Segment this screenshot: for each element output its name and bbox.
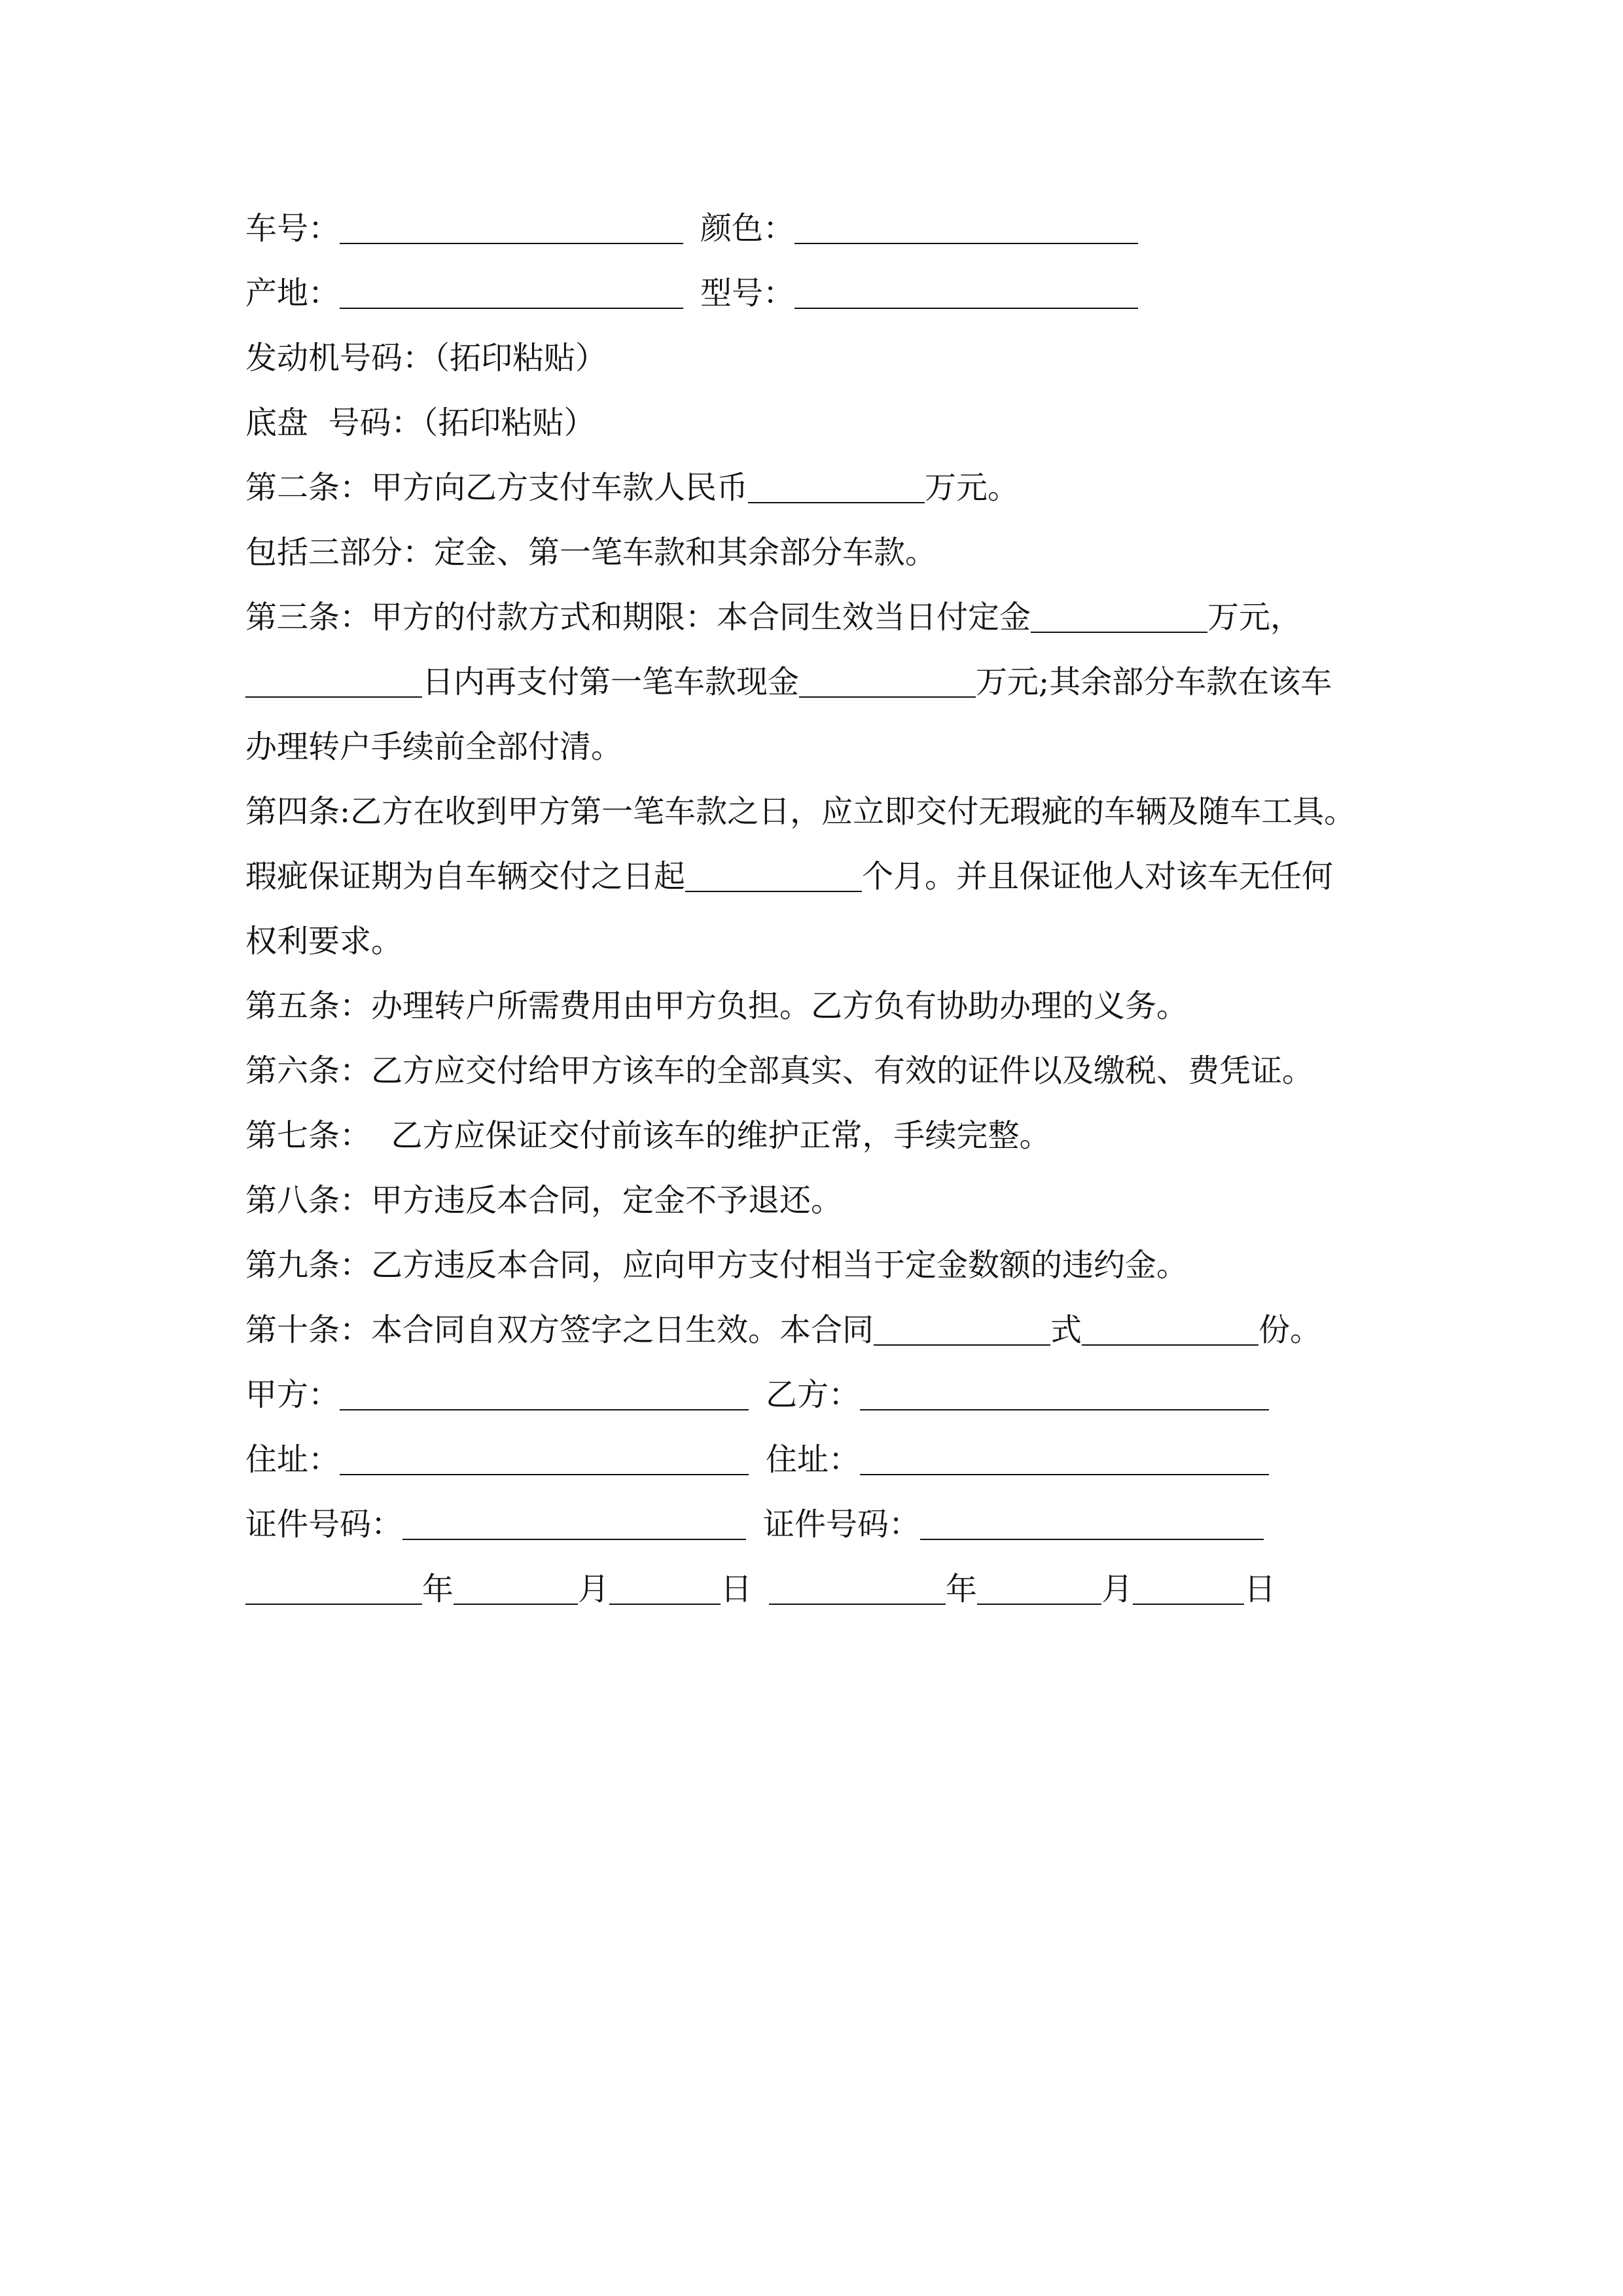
article-4-line-3	[245, 909, 1397, 974]
date-a-year-blank[interactable]	[245, 1564, 422, 1605]
date-a-day-blank[interactable]	[609, 1564, 721, 1605]
total-price-blank[interactable]	[748, 463, 925, 503]
vehicle-plate-color-line	[245, 196, 1397, 261]
deposit-blank[interactable]	[1031, 592, 1207, 633]
date-b-month: 月	[1101, 1571, 1133, 1607]
article-3-rest: 万元;其余部分车款在该车	[976, 664, 1332, 700]
first-payment-blank[interactable]	[799, 657, 976, 698]
article-6-text: 第六条：乙方应交付给甲方该车的全部真实、有效的证件以及缴税、费凭证。	[245, 1052, 1314, 1089]
address-b-blank[interactable]	[860, 1435, 1269, 1475]
date-b-day-blank[interactable]	[1133, 1564, 1244, 1605]
chassis-number-line	[245, 391, 1397, 456]
article-9-text: 第九条：乙方违反本合同，应向甲方支付相当于定金数额的违约金。	[245, 1247, 1188, 1283]
chassis-note: （拓印粘贴）	[422, 404, 596, 441]
party-signature-line	[245, 1363, 1397, 1427]
party-b-blank[interactable]	[860, 1370, 1269, 1410]
article-10-mid: 式	[1050, 1312, 1082, 1348]
address-line	[245, 1427, 1397, 1492]
article-10-end: 份。	[1258, 1312, 1322, 1348]
article-7-text: 第七条： 乙方应保证交付前该车的维护正常，手续完整。	[245, 1117, 1051, 1154]
date-a-month: 月	[578, 1571, 610, 1607]
article-8-line	[245, 1168, 1397, 1233]
article-7-line	[245, 1103, 1397, 1168]
article-3-end: 办理转户手续前全部付清。	[245, 728, 623, 765]
color-label: 颜色：	[700, 210, 795, 247]
id-b-label: 证件号码：	[763, 1506, 921, 1543]
article-2-unit: 万元。	[925, 469, 1020, 506]
article-2-text: 第二条：甲方向乙方支付车款人民币	[245, 469, 749, 506]
article-4-guarantee: 个月。并且保证他人对该车无任何	[862, 858, 1334, 895]
engine-label: 发动机号码：	[245, 340, 435, 376]
article-3-unit: 万元，	[1207, 599, 1302, 636]
model-blank[interactable]	[794, 268, 1138, 309]
id-a-label: 证件号码：	[245, 1506, 403, 1543]
article-4-text: 第四条:乙方在收到甲方第一笔车款之日，应立即交付无瑕疵的车辆及随车工具。	[245, 793, 1356, 830]
date-a-month-blank[interactable]	[454, 1564, 578, 1605]
article-3-mid: 日内再支付第一笔车款现金	[422, 664, 800, 700]
article-2-sub-line	[245, 520, 1397, 585]
copies-format-blank[interactable]	[874, 1305, 1050, 1346]
party-a-label: 甲方：	[245, 1376, 340, 1413]
article-4-line-1	[245, 780, 1397, 844]
article-9-line	[245, 1233, 1397, 1298]
address-b-label: 住址：	[766, 1441, 861, 1478]
id-a-blank[interactable]	[402, 1499, 746, 1540]
plate-label: 车号：	[245, 210, 340, 247]
vehicle-origin-model-line	[245, 261, 1397, 326]
date-line	[245, 1557, 1397, 1622]
date-b-month-blank[interactable]	[977, 1564, 1101, 1605]
article-3-line-3	[245, 715, 1397, 780]
origin-label: 产地：	[245, 275, 340, 312]
article-4-warranty: 瑕疵保证期为自车辆交付之日起	[245, 858, 686, 895]
id-number-line	[245, 1492, 1397, 1557]
article-10-line	[245, 1298, 1397, 1363]
article-10-text: 第十条：本合同自双方签字之日生效。本合同	[245, 1312, 874, 1348]
plate-blank[interactable]	[340, 204, 683, 244]
copies-count-blank[interactable]	[1082, 1305, 1258, 1346]
id-b-blank[interactable]	[920, 1499, 1264, 1540]
engine-number-line	[245, 326, 1397, 391]
article-3-text: 第三条：甲方的付款方式和期限：本合同生效当日付定金	[245, 599, 1031, 636]
date-a-day: 日	[721, 1571, 753, 1607]
article-3-line-2	[245, 650, 1397, 715]
date-b-year-blank[interactable]	[769, 1564, 946, 1605]
origin-blank[interactable]	[340, 268, 683, 309]
article-8-text: 第八条：甲方违反本合同，定金不予退还。	[245, 1182, 843, 1219]
warranty-months-blank[interactable]	[685, 852, 862, 892]
article-5-line	[245, 974, 1397, 1039]
article-6-line	[245, 1039, 1397, 1103]
address-a-label: 住址：	[245, 1441, 340, 1478]
article-4-line-2	[245, 844, 1397, 909]
engine-note: （拓印粘贴）	[434, 340, 607, 376]
date-b-day: 日	[1244, 1571, 1276, 1607]
party-a-blank[interactable]	[340, 1370, 749, 1410]
article-3-line-1	[245, 585, 1397, 650]
article-5-text: 第五条：办理转户所需费用由甲方负担。乙方负有协助办理的义务。	[245, 988, 1188, 1024]
article-4-end: 权利要求。	[245, 923, 403, 960]
days-blank[interactable]	[245, 657, 422, 698]
date-b-year: 年	[946, 1571, 978, 1607]
article-2-line	[245, 456, 1397, 520]
article-2-sub-text: 包括三部分：定金、第一笔车款和其余部分车款。	[245, 534, 937, 571]
contract-document	[245, 196, 1397, 1622]
address-a-blank[interactable]	[340, 1435, 749, 1475]
date-a-year: 年	[422, 1571, 454, 1607]
chassis-label: 底盘 号码：	[245, 404, 423, 441]
party-b-label: 乙方：	[766, 1376, 861, 1413]
color-blank[interactable]	[794, 204, 1138, 244]
model-label: 型号：	[700, 275, 795, 312]
